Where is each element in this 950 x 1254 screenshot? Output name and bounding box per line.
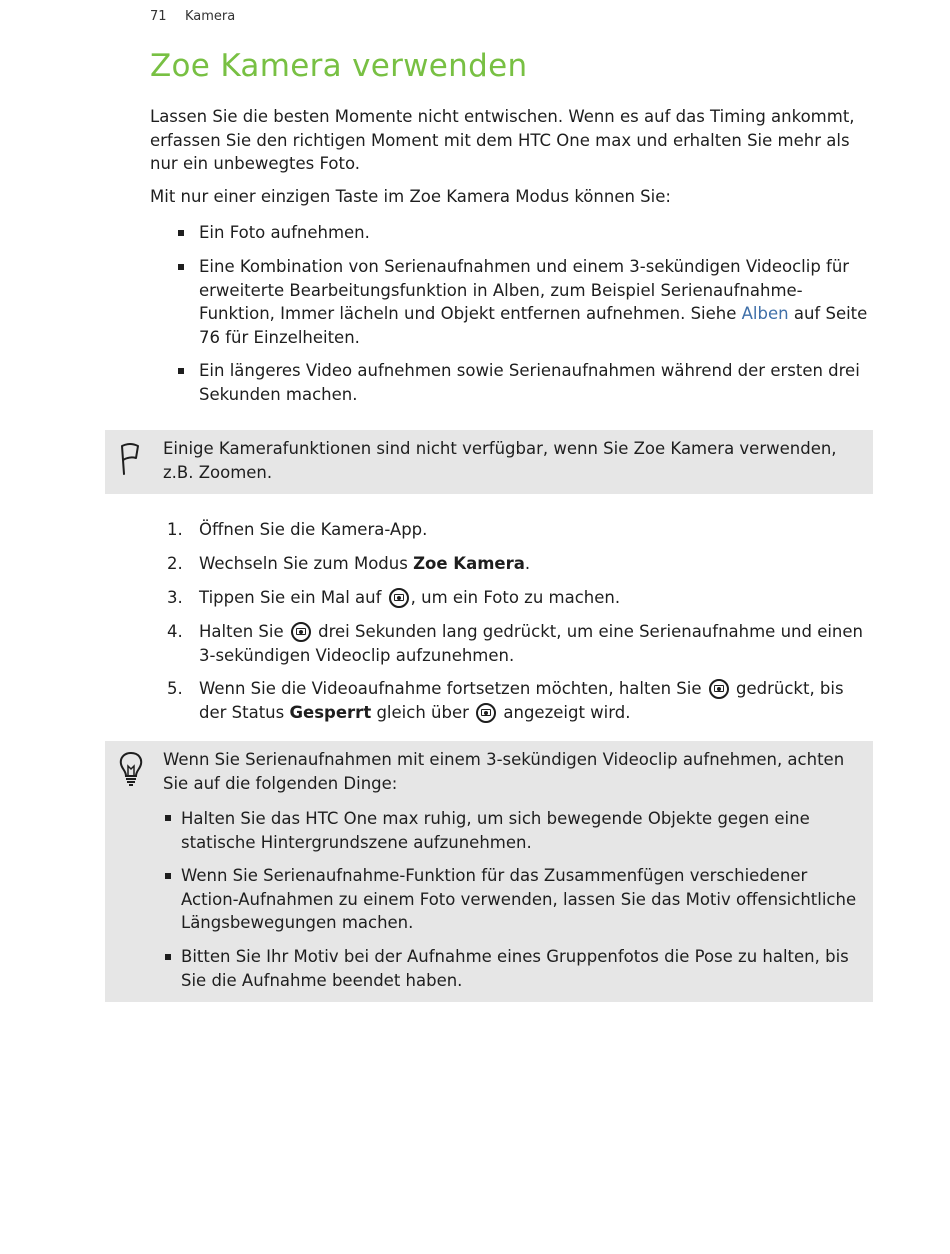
zoe-shutter-icon — [389, 588, 409, 608]
step-number: 2. — [167, 554, 183, 573]
step-3: Tippen Sie ein Mal auf , um ein Foto zu machen. — [199, 588, 621, 607]
tip-item-3: Bitten Sie Ihr Motiv bei der Aufnahme eines Gruppenfotos die Pose zu halten, bis Sie die Aufnahme beendet haben. — [181, 947, 849, 990]
bullet-item-3: Ein längeres Video aufnehmen sowie Serienaufnahmen während der ersten drei Sekunden machen. — [199, 361, 860, 404]
bullet-item-2: Eine Kombination von Serienaufnahmen und einem 3-sekündigen Videoclip für erweiterte Bearbeitungsfunktion in Alben, zum Beispiel Serienaufnahme- Funktion, Immer lächeln und Objekt entfernen aufnehmen. Siehe Alben auf Seite 76 für Einzelheiten. — [199, 257, 868, 347]
intro-line-2: erfassen Sie den richtigen Moment mit dem HTC One max und erhalten Sie mehr als — [150, 130, 850, 150]
bullet-marker — [178, 264, 184, 270]
intro-line-3: nur ein unbewegtes Foto. — [150, 154, 361, 173]
intro-paragraph-2: Mit nur einer einzigen Taste im Zoe Kamera Modus können Sie: — [150, 187, 671, 206]
step-number: 5. — [167, 679, 183, 698]
intro-paragraph — [150, 105, 870, 176]
step-number: 3. — [167, 588, 183, 607]
step-number: 1. — [167, 520, 183, 539]
section-name: Kamera — [185, 9, 236, 24]
step-1: Öffnen Sie die Kamera-App. — [199, 520, 428, 539]
bullet-marker — [165, 815, 171, 821]
page-number: 71 — [150, 9, 167, 24]
step-4: Halten Sie drei Sekunden lang gedrückt, um eine Serienaufnahme und einen 3-sekündigen Videoclip aufzunehmen. — [199, 622, 863, 665]
tip-item-1: Halten Sie das HTC One max ruhig, um sich bewegende Objekte gegen eine statische Hintergrundszene aufzunehmen. — [181, 809, 810, 852]
note-text: Einige Kamerafunktionen sind nicht verfügbar, wenn Sie Zoe Kamera verwenden, z.B. Zoomen. — [163, 439, 837, 482]
zoe-shutter-icon — [291, 622, 311, 642]
tip-intro: Wenn Sie Serienaufnahmen mit einem 3-sekündigen Videoclip aufnehmen, achten Sie auf die folgenden Dinge: — [163, 750, 845, 793]
lightbulb-icon — [117, 750, 145, 788]
bullet-marker — [178, 368, 184, 374]
flag-icon — [118, 440, 142, 476]
bullet-marker — [165, 873, 171, 879]
bullet-marker — [165, 954, 171, 960]
bullet-marker — [178, 230, 184, 236]
intro-line-1: Lassen Sie die besten Momente nicht entwischen. Wenn es auf das Timing ankommt, — [150, 107, 855, 126]
step-2: Wechseln Sie zum Modus Zoe Kamera. — [199, 554, 531, 573]
step-number: 4. — [167, 622, 183, 641]
zoe-shutter-icon — [709, 679, 729, 699]
step-5: Wenn Sie die Videoaufnahme fortsetzen möchten, halten Sie gedrückt, bis der Status Gesperrt gleich über angezeigt wird. — [199, 679, 844, 722]
zoe-shutter-icon — [476, 703, 496, 723]
page-title: Zoe Kamera verwenden — [150, 48, 528, 84]
tip-item-2: Wenn Sie Serienaufnahme-Funktion für das Zusammenfügen verschiedener Action-Aufnahmen zu einem Foto verwenden, lassen Sie das Motiv offensichtliche Längsbewegungen machen. — [181, 866, 857, 932]
bullet-item-1: Ein Foto aufnehmen. — [199, 223, 370, 242]
page-header — [150, 9, 235, 24]
alben-link[interactable]: Alben — [741, 304, 789, 323]
